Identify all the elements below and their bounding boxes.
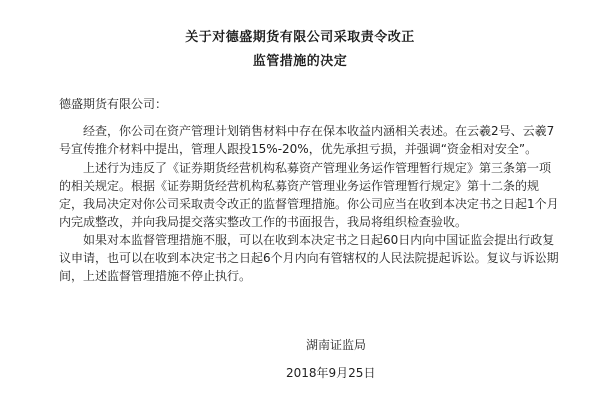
paragraph-line: 规定。根据《证券期货经营机构私募资产管理业务运作管理暂行规定》第十二条的规定，我局决定对 <box>59 179 540 211</box>
document-title-line-2: 监管措施的决定 <box>252 54 348 69</box>
paragraph-decision <box>59 159 559 231</box>
paragraph-line: 经查，你公司在资产管理计划销售材料中存在保本收益内涵相关表述。在云羲2号、云羲7号宣 <box>59 124 555 156</box>
paragraph-line: 如果对本监督管理措施不服，可以在收到本决定书之日起60日内向中国证监会提出行政复议申 <box>59 233 555 265</box>
signature-organization: 湖南证监局 <box>306 338 367 352</box>
paragraph-line: 传推介材料中提出，管理人跟投15%-20%，优先承担亏损，并强调“资金相对安全”。 <box>83 142 538 156</box>
paragraph-line: 你公司采取责令改正的监督管理措施。你公司应当在收到本决定书之日起1个月内完成整改，并向我局 <box>59 197 559 229</box>
paragraph-line: 督管理措施不停止执行。 <box>119 269 252 283</box>
paragraph-line: 上述行为违反了《证券期货经营机构私募资产管理业务运作管理暂行规定》第三条第一项的相关 <box>59 161 552 193</box>
document-title-line-1: 关于对德盛期货有限公司采取责令改正 <box>185 30 415 45</box>
addressee: 德盛期货有限公司： <box>59 97 168 111</box>
paragraph-appeal-rights <box>59 231 559 285</box>
signature-date: 2018年9月25日 <box>286 366 376 380</box>
paragraph-line: 请，也可以在收到本决定书之日起6个月内向有管辖权的人民法院提起诉讼。复议与诉讼期间，上述监 <box>59 251 559 283</box>
paragraph-line: 提交落实整改工作的书面报告，我局将组织检查验收。 <box>179 215 468 229</box>
paragraph-findings <box>59 122 559 158</box>
